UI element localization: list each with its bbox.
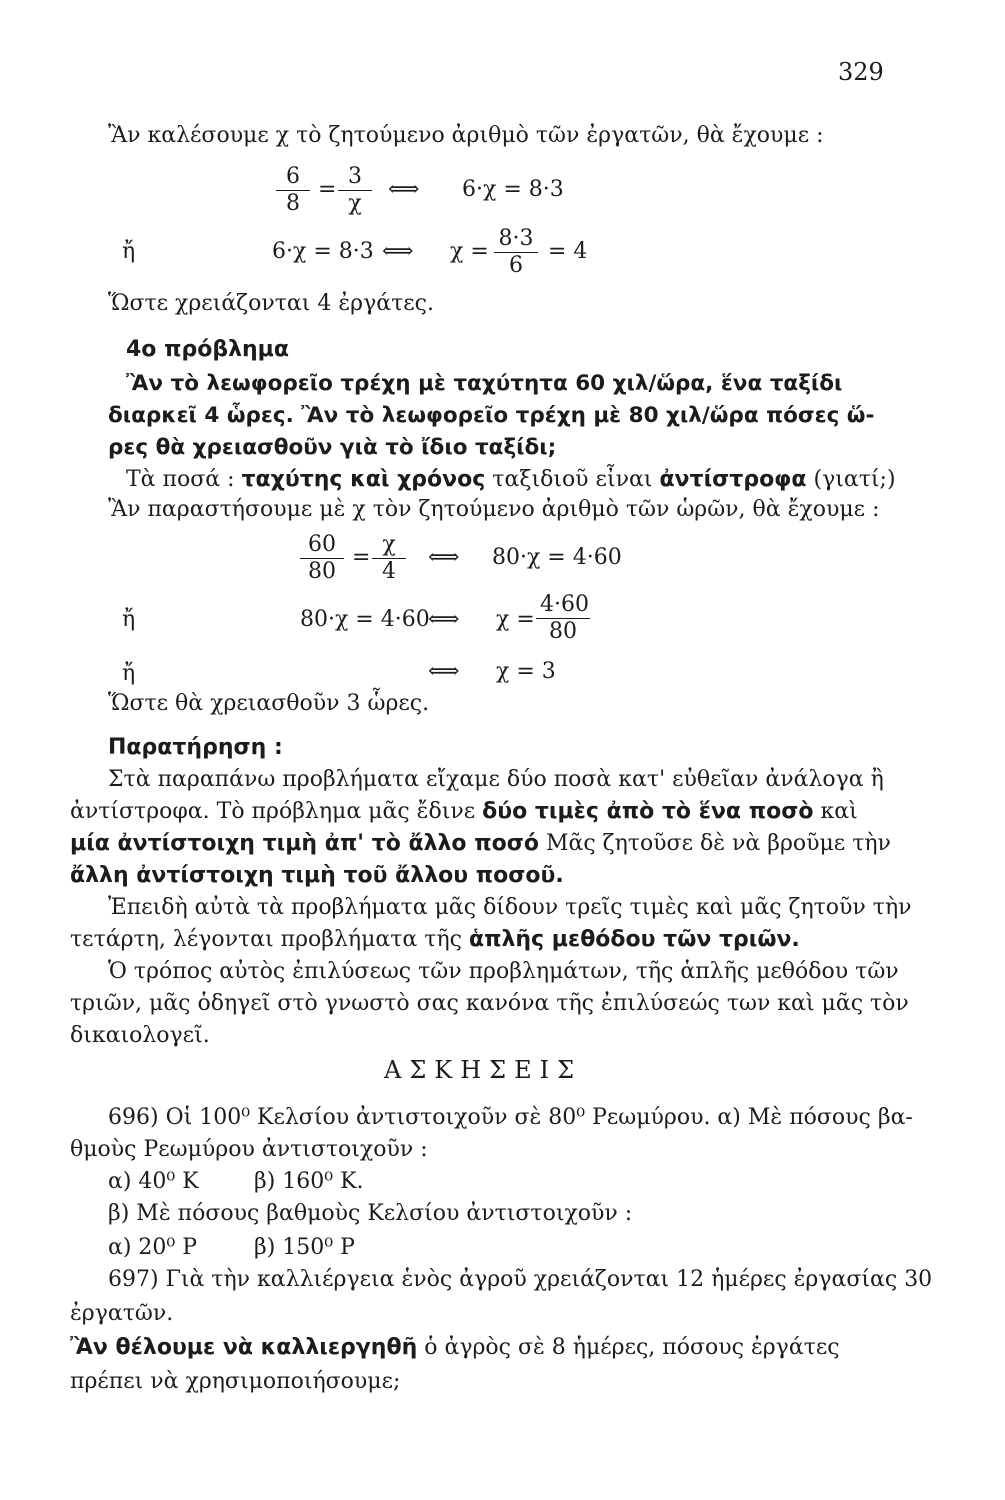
eq4-numerator: 4·60 [536, 592, 590, 619]
conclusion-workers: Ὥστε χρειάζονται 4 ἐργάτες. [108, 291, 434, 316]
quantities-prefix: Τὰ ποσά : [126, 467, 235, 492]
eq1-equivalence-arrow: ⟺ [388, 177, 420, 202]
eq2-equivalence-arrow: ⟺ [382, 239, 414, 264]
exercise-697-line-1: 697) Γιὰ τὴν καλλιέργεια ἑνὸς ἀγροῦ χρειάζονται 12 ἡμέρες ἐργασίας 30 [108, 1267, 933, 1292]
eq5-equivalence-arrow: ⟺ [428, 659, 460, 684]
exercise-696-b2: β) 150⁰ Ρ [254, 1235, 355, 1260]
remark-p1-line-2b: δύο τιμὲς ἀπὸ τὸ ἕνα ποσὸ [482, 799, 814, 824]
problem-4-line-2: διαρκεῖ 4 ὧρες. Ἂν τὸ λεωφορεῖο τρέχη μὲ 80 χιλ/ὥρα πόσες ὥ- [108, 403, 875, 428]
exercise-696-b1: β) 160⁰ Κ. [254, 1169, 364, 1194]
eq3-fraction-2 [372, 532, 406, 585]
remark-p1-line-2 [70, 798, 858, 826]
eq1-fraction-1 [276, 164, 310, 217]
exercise-697-line-2: ἐργατῶν. [70, 1301, 174, 1326]
exercise-697-line-3 [70, 1334, 840, 1362]
eq3-frac1-denominator: 80 [308, 559, 336, 584]
remark-p2-line-2b: ἁπλῆς μεθόδου τῶν τριῶν. [468, 927, 800, 952]
remark-p1-line-3 [70, 830, 891, 858]
eq4-denominator: 80 [549, 619, 577, 644]
eq4-equivalence-arrow: ⟺ [428, 607, 460, 632]
exercise-697-line-4: πρέπει νὰ χρησιμοποιήσουμε; [70, 1369, 401, 1394]
remark-p3-line-2: τριῶν, μᾶς ὁδηγεῖ στὸ γνωστὸ σας κανόνα τῆς ἐπιλύσεώς των καὶ μᾶς τὸν [70, 991, 909, 1016]
exercise-696-line-3: β) Μὲ πόσους βαθμοὺς Κελσίου ἀντιστοιχοῦν : [108, 1201, 633, 1226]
represent-line: Ἂν παραστήσουμε μὲ χ τὸν ζητούμενο ἀριθμὸ τῶν ὡρῶν, θὰ ἔχουμε : [108, 497, 880, 522]
remark-p1-line-3a: μία ἀντίστοιχη τιμὴ ἀπ' τὸ ἄλλο ποσό [70, 831, 539, 856]
page-number: 329 [838, 58, 884, 86]
eq3-fraction-1 [300, 532, 344, 585]
eq2-x-equals: χ = [450, 239, 489, 264]
problem-4-line-3: ρες θὰ χρειασθοῦν γιὰ τὸ ἴδιο ταξίδι; [108, 435, 557, 460]
problem-4-heading: 4ο πρόβλημα [126, 337, 289, 362]
exercise-696-line-2: θμοὺς Ρεωμύρου ἀντιστοιχοῦν : [70, 1137, 428, 1162]
eq1-equals: = [318, 177, 337, 202]
eq1-frac1-denominator: 8 [286, 191, 300, 216]
quantities-line [126, 466, 896, 494]
eq4-or: ἤ [122, 607, 136, 632]
eq3-frac1-numerator: 60 [300, 532, 344, 559]
eq2-numerator: 8·3 [494, 226, 538, 253]
eq4-lhs: 80·χ = 4·60 [300, 607, 430, 632]
eq1-frac2-numerator: 3 [338, 164, 372, 191]
remark-p3-line-1: Ὁ τρόπος αὐτὸς ἐπιλύσεως τῶν προβλημάτων, τῆς ἁπλῆς μεθόδου τῶν [108, 959, 899, 984]
eq5-result: χ = 3 [496, 659, 556, 684]
quantities-suffix: (γιατί;) [813, 467, 896, 492]
remark-heading: Παρατήρηση : [108, 735, 283, 760]
remark-p2-line-1: Ἐπειδὴ αὐτὰ τὰ προβλήματα μᾶς δίδουν τρεῖς τιμὲς καὶ μᾶς ζητοῦν τὴν [108, 895, 912, 920]
remark-p2-line-2 [70, 926, 800, 954]
exercises-title: ΑΣΚΗΣΕΙΣ [384, 1056, 583, 1084]
eq2-denominator: 6 [509, 253, 523, 278]
eq3-equivalence-arrow: ⟺ [428, 545, 460, 570]
exercise-696-line-1: 696) Οἱ 100⁰ Κελσίου ἀντιστοιχοῦν σὲ 80⁰ Ρεωμύρου. α) Μὲ πόσους βα- [108, 1105, 913, 1130]
eq1-frac1-numerator: 6 [276, 164, 310, 191]
eq2-result: = 4 [548, 239, 588, 264]
eq2-or: ἤ [122, 239, 136, 264]
remark-p2-line-2a: τετάρτη, λέγονται προβλήματα τῆς [70, 927, 462, 952]
remark-p1-line-3b: Μᾶς ζητοῦσε δὲ νὰ βροῦμε τὴν [545, 831, 891, 856]
conclusion-hours: Ὥστε θὰ χρειασθοῦν 3 ὧρες. [108, 691, 430, 716]
exercise-697-line-3b: ὁ ἀγρὸς σὲ 8 ἡμέρες, πόσους ἐργάτες [424, 1335, 840, 1360]
remark-p1-line-2a: ἀντίστροφα. Τὸ πρόβλημα μᾶς ἔδινε [70, 799, 476, 824]
quantities-mid: ταξιδιοῦ εἶναι [492, 467, 653, 492]
intro-line: Ἂν καλέσουμε χ τὸ ζητούμενο ἀριθμὸ τῶν ἐργατῶν, θὰ ἔχουμε : [108, 123, 824, 148]
eq3-equals: = [352, 545, 371, 570]
quantities-inverse: ἀντίστροφα [659, 467, 807, 492]
problem-4-line-1: Ἂν τὸ λεωφορεῖο τρέχη μὲ ταχύτητα 60 χιλ/ὥρα, ἕνα ταξίδι [126, 371, 843, 396]
eq2-lhs: 6·χ = 8·3 [272, 239, 374, 264]
remark-p1-line-1: Στὰ παραπάνω προβλήματα εἴχαμε δύο ποσὰ κατ' εὐθεῖαν ἀνάλογα ἢ [108, 767, 884, 792]
eq1-frac2-denominator: χ [348, 191, 362, 216]
eq5-or: ἤ [122, 661, 136, 686]
eq3-frac2-numerator: χ [372, 532, 406, 559]
eq4-fraction [536, 592, 590, 645]
remark-p1-line-4: ἄλλη ἀντίστοιχη τιμὴ τοῦ ἄλλου ποσοῦ. [70, 863, 564, 888]
remark-p3-line-3: δικαιολογεῖ. [70, 1023, 210, 1048]
eq4-x-equals: χ = [496, 607, 535, 632]
exercise-696-a2: α) 20⁰ Ρ [108, 1235, 198, 1260]
eq1-rhs: 6·χ = 8·3 [462, 177, 564, 202]
eq3-frac2-denominator: 4 [382, 559, 396, 584]
exercise-697-line-3a: Ἂν θέλουμε νὰ καλλιεργηθῆ [70, 1335, 418, 1360]
remark-p1-line-2c: καὶ [820, 799, 858, 824]
eq2-fraction [494, 226, 538, 279]
quantities-bold: ταχύτης καὶ χρόνος [241, 467, 486, 492]
eq1-fraction-2 [338, 164, 372, 217]
eq3-rhs: 80·χ = 4·60 [492, 545, 622, 570]
exercise-696-a1: α) 40⁰ Κ [108, 1169, 199, 1194]
